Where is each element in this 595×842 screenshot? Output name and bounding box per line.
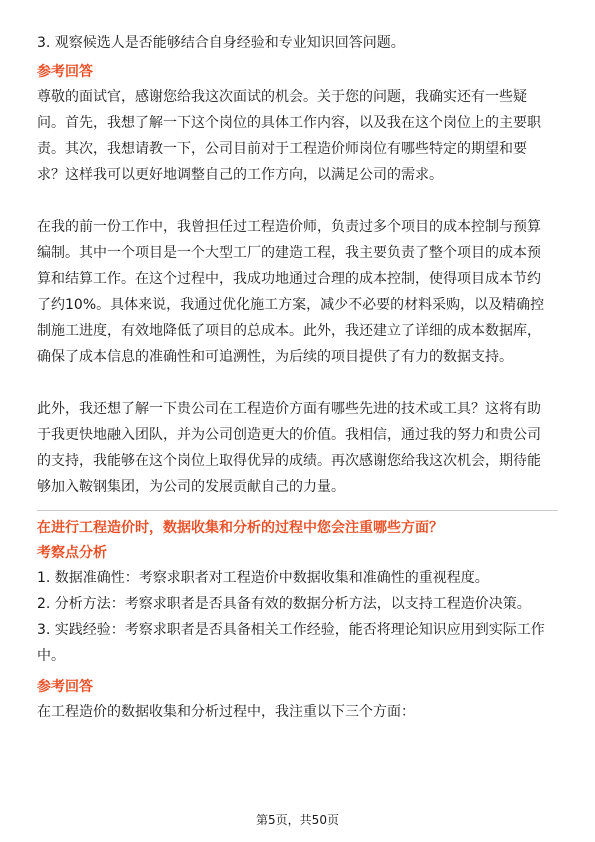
answer-line: 了约10%。具体来说，我通过优化施工方案，减少不必要的材料采购，以及精确控: [37, 297, 545, 313]
answer-line: 确保了成本信息的准确性和可追溯性，为后续的项目提供了有力的数据支持。: [37, 349, 513, 365]
document-page: [37, 30, 558, 725]
criteria-item-3: 3. 观察候选人是否能够结合自身经验和专业知识回答问题。: [37, 35, 405, 51]
analysis-point-continued: 中。: [37, 648, 65, 664]
answer-line: 尊敬的面试官，感谢您给我这次面试的机会。关于您的问题，我确实还有一些疑: [37, 89, 527, 105]
answer-paragraph-3: [37, 396, 558, 500]
reference-answer-heading: 参考回答: [37, 64, 93, 80]
answer-line: 求？这样我可以更好地调整自己的工作方向，以满足公司的需求。: [37, 167, 443, 183]
answer-line: 此外，我还想了解一下贵公司在工程造价方面有哪些先进的技术或工具？这将有助: [37, 401, 541, 417]
reference-answer-heading-2: 参考回答: [37, 679, 93, 695]
answer-paragraph-1: [37, 84, 558, 188]
answer-line: 的支持，我能够在这个岗位上取得优异的成绩。再次感谢您给我这次机会，期待能: [37, 453, 541, 469]
answer-intro-line: 在工程造价的数据收集和分析过程中，我注重以下三个方面：: [37, 704, 415, 720]
answer-line: 算和结算工作。在这个过程中，我成功地通过合理的成本控制，使得项目成本节约: [37, 271, 541, 287]
analysis-point: 3. 实践经验：考察求职者是否具备相关工作经验，能否将理论知识应用到实际工作: [37, 622, 545, 638]
question-title: 在进行工程造价时，数据收集和分析的过程中您会注重哪些方面？: [37, 520, 443, 536]
analysis-points: [37, 565, 558, 669]
answer-line: 制施工进度，有效地降低了项目的总成本。此外，我还建立了详细的成本数据库，: [37, 323, 541, 339]
answer-line: 在我的前一份工作中，我曾担任过工程造价师，负责过多个项目的成本控制与预算: [37, 219, 541, 235]
analysis-heading: 考察点分析: [37, 545, 107, 561]
page-number: 第5页，共50页: [256, 813, 339, 827]
answer-line: 责。其次，我想请教一下，公司目前对于工程造价师岗位有哪些特定的期望和要: [37, 141, 527, 157]
answer-line: 够加入鞍钢集团，为公司的发展贡献自己的力量。: [37, 479, 345, 495]
answer-line: 问。首先，我想了解一下这个岗位的具体工作内容，以及我在这个岗位上的主要职: [37, 115, 541, 131]
answer-line: 于我更快地融入团队，并为公司创造更大的价值。我相信，通过我的努力和贵公司: [37, 427, 541, 443]
section-divider: [37, 510, 558, 511]
analysis-point: 2. 分析方法：考察求职者是否具备有效的数据分析方法，以支持工程造价决策。: [37, 596, 531, 612]
answer-paragraph-2: [37, 214, 558, 370]
analysis-point: 1. 数据准确性：考察求职者对工程造价中数据收集和准确性的重视程度。: [37, 570, 489, 586]
answer-line: 编制。其中一个项目是一个大型工厂的建造工程，我主要负责了整个项目的成本预: [37, 245, 541, 261]
